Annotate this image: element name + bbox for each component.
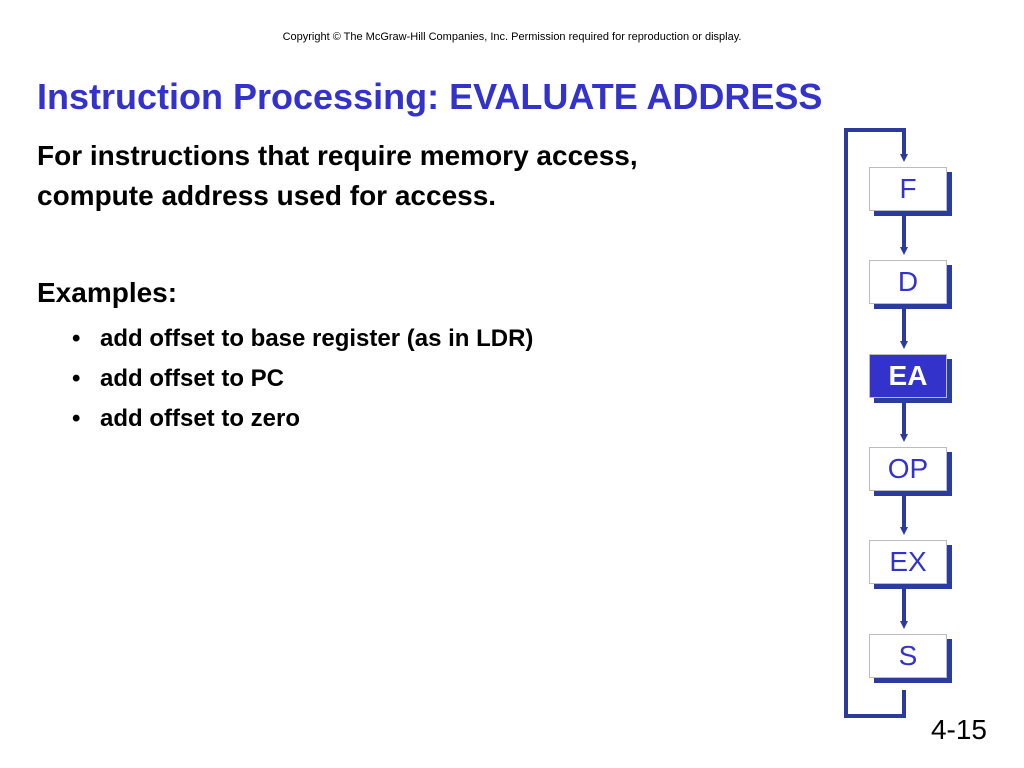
bullet-icon: •: [72, 325, 81, 352]
bullet-icon: •: [72, 405, 81, 432]
stage-fetch: F: [869, 167, 947, 211]
copyright-notice: Copyright © The McGraw-Hill Companies, Inc. Permission required for reproduction or display.: [282, 31, 742, 43]
slide-title: Instruction Processing: EVALUATE ADDRESS: [37, 76, 823, 117]
stage-execute: EX: [869, 540, 947, 584]
examples-heading: Examples:: [37, 277, 178, 308]
loop-back-line: [846, 130, 904, 716]
bullet-icon: •: [72, 365, 81, 392]
stage-decode: D: [869, 260, 947, 304]
intro-line-1: For instructions that require memory access,: [37, 140, 638, 171]
intro-line-2: compute address used for access.: [37, 180, 497, 211]
stage-evaluate-address: EA: [869, 354, 947, 398]
stage-fetch-operands: OP: [869, 447, 947, 491]
stage-store: S: [869, 634, 947, 678]
bullet-text: add offset to zero: [100, 405, 301, 432]
page-number: 4-15: [930, 714, 987, 745]
bullet-text: add offset to base register (as in LDR): [100, 325, 534, 352]
bullet-text: add offset to PC: [100, 365, 284, 392]
